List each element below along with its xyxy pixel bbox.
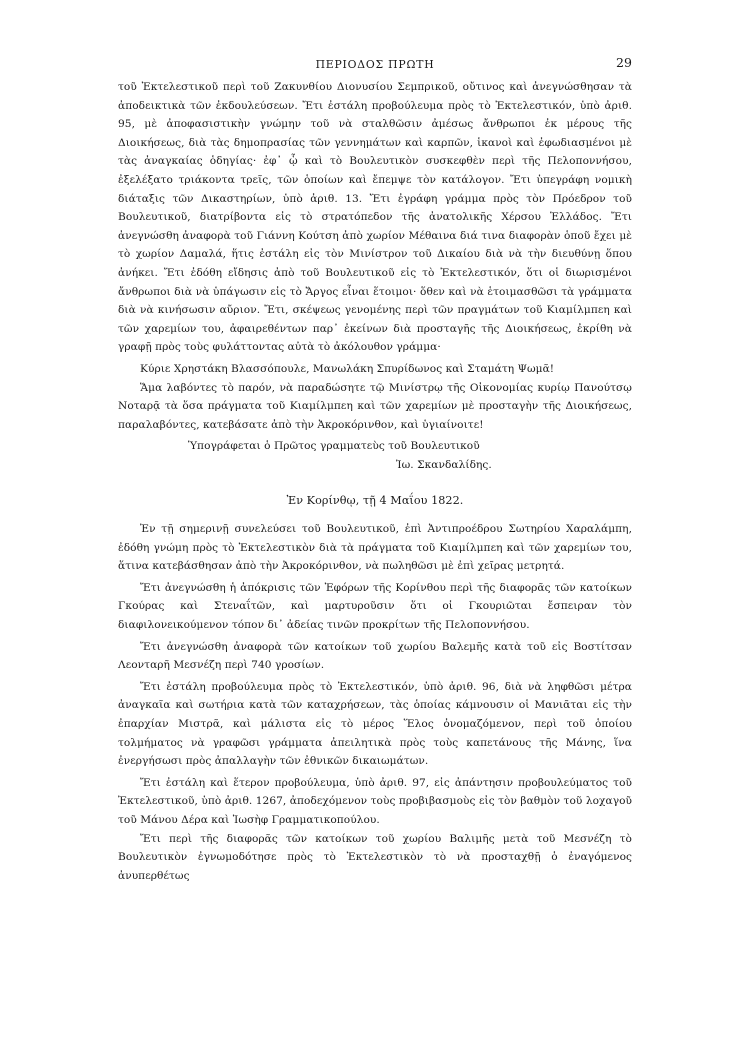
signature-name: Ἰω. Σκανδαλίδης. [396, 458, 492, 471]
paragraph-7: Ἔτι ἐστάλη προβούλευμα πρὸς τὸ Ἐκτελεστικόν, ὑπὸ ἀριθ. 96, διὰ νὰ ληφθῶσι μέτρα ἀναγκαῖα καὶ σωτήρια κατὰ τῶν καταχρήσεων, τὰς ὁποίας κάμνουσιν οἱ Μανιᾶται εἰς τὴν ἐπαρχίαν Μιστρᾶ, καὶ μάλιστα εἰς τὸ μέρος Ἕλος ὀνομαζόμενον, περὶ τοῦ ὁποίου τολμήματος νὰ γραφῶσι γράμματα ἀπειλητικὰ πρὸς τοὺς καπετάνους τῆς Μάνης, ἵνα ἐνεργήσωσι πρὸς ἀπαλλαγὴν τῶν ἐθνικῶν δικαιωμάτων. [118, 680, 632, 768]
paragraph-5: Ἔτι ἀνεγνώσθη ἡ ἀπόκρισις τῶν Ἐφόρων τῆς Κορίνθου περὶ τῆς διαφορᾶς τῶν κατοίκων Γκούρας καὶ Στεναΐτῶν, καὶ μαρτυροῦσιν ὅτι οἱ Γκουριῶται ἔσπειραν τὸν διαφιλονεικούμενον τόπον δι᾽ ἀδείας τινῶν προκρίτων τῆς Πελοποννήσου. [118, 581, 632, 632]
paragraph-4: Ἐν τῇ σημερινῇ συνελεύσει τοῦ Βουλευτικοῦ, ἐπὶ Ἀντιπροέδρου Σωτηρίου Χαραλάμπη, ἐδόθη γνώμη πρὸς τὸ Ἐκτελεστικὸν διὰ τὰ πράγματα τοῦ Κιαμίλμπεη καὶ τῶν χαρεμίων του, ἅτινα κατεβάσθησαν ἀπὸ τὴν Ἀκροκόρινθον, νὰ πωληθῶσι μὲ ἐπὶ χεῖρας μετρητά. [118, 523, 632, 573]
page-header [118, 56, 632, 78]
document-page [118, 56, 632, 885]
letter-salutation: Κύριε Χρηστάκη Βλασσόπουλε, Μανωλάκη Σπυρίδωνος καὶ Σταμάτη Ψωμᾶ! [140, 362, 555, 375]
paragraph-9: Ἔτι περὶ τῆς διαφορᾶς τῶν κατοίκων τοῦ χωρίου Βαλιμῆς μετὰ τοῦ Μεσνέζη τὸ Βουλευτικὸν ἐγνωμοδότησε πρὸς τὸ Ἐκτελεστικὸν τὸ νὰ προσταχθῇ ὁ ἐναγόμενος ἀνυπερθέτως [118, 832, 632, 882]
page-number: 29 [615, 55, 632, 70]
paragraph-1: τοῦ Ἐκτελεστικοῦ περὶ τοῦ Ζακυνθίου Διονυσίου Σεμπρικοῦ, οὔτινος καὶ ἀνεγνώσθησαν τὰ ἀποδεικτικὰ τῶν ἐκδουλεύσεων. Ἔτι ἐστάλη προβούλευμα πρὸς τὸ Ἐκτελεστικόν, ὑπὸ ἀριθ. 95, μὲ ἀποφασιστικὴν γνώμην τοῦ νὰ σταλθῶσιν ἀμέσως ἄνθρωποι ἐκ μέρους τῆς Διοικήσεως, διὰ τὰς δημοπρασίας τῶν γεννημάτων καὶ καρπῶν, ἱκανοὶ καὶ ἐφωδιασμένοι μὲ τὰς ἀναγκαίας ὁδηγίας· ἐφ᾽ ᾧ καὶ τὸ Βουλευτικὸν συσκεφθὲν περὶ τῆς Πελοποννήσου, ἐξελέξατο τριάκοντα τρεῖς, τῶν ὁποίων καὶ ἔπεμψε τὸν κατάλογον. Ἔτι ὑπεγράφη νομικὴ διάταξις τῶν Δικαστηρίων, ὑπὸ ἀριθ. 13. Ἔτι ἐγράφη γράμμα πρὸς τὸν Πρόεδρον τοῦ Βουλευτικοῦ, διατρίβοντα εἰς τὸ στρατόπεδον τῆς ἀνατολικῆς Χέρσου Ἑλλάδος. Ἔτι ἀνεγνώσθη ἀναφορὰ τοῦ Γιάννη Κούτση ἀπὸ χωρίον Μέθαινα διά τινα διαφορὰν ὁποῦ ἔχει μὲ τὸ χωρίον Δαμαλά, ἥτις ἐστάλη εἰς τὸν Μινίστρον τοῦ Δικαίου διὰ νὰ τὴν διευθύνῃ ὅπου ἀνήκει. Ἔτι ἐδόθη εἴδησις ἀπὸ τοῦ Βουλευτικοῦ εἰς τὸ Ἐκτελεστικόν, ὅτι οἱ διωρισμένοι ἄνθρωποι διὰ νὰ ὑπάγωσιν εἰς τὸ Ἄργος εἶναι ἕτοιμοι· ὅθεν καὶ νὰ ἑτοιμασθῶσι τὰ γράμματα διὰ νὰ κινήσωσιν αὔριον. Ἔτι, σκέψεως γενομένης περὶ τῶν πραγμάτων τοῦ Κιαμίλμπεη καὶ τῶν χαρεμίων του, ἀφαιρεθέντων παρ᾽ ἐκείνων διὰ προσταγῆς τῆς Διοικήσεως, ἐκρίθη νὰ γραφῇ πρὸς τοὺς φυλάττοντας αὐτὰ τὸ ἀκόλουθον γράμμα· [118, 81, 632, 354]
paragraph-8: Ἔτι ἐστάλη καὶ ἕτερον προβούλευμα, ὑπὸ ἀριθ. 97, εἰς ἀπάντησιν προβουλεύματος τοῦ Ἐκτελεστικοῦ, ὑπὸ ἀριθ. 1267, ἀποδεχόμενον τοὺς προβιβασμοὺς εἰς τὸν βαθμὸν τοῦ λοχαγοῦ τοῦ Μάνου Δέρα καὶ Ἰωσὴφ Γραμματικοπούλου. [118, 776, 632, 826]
paragraph-6: Ἔτι ἀνεγνώσθη ἀναφορὰ τῶν κατοίκων τοῦ χωρίου Βαλεμῆς κατὰ τοῦ εἰς Βοστίτσαν Λεονταρῆ Μεσνέζη περὶ 740 γροσίων. [118, 640, 632, 672]
letter-body: Ἅμα λαβόντες τὸ παρόν, νὰ παραδώσητε τῷ Μινίστρῳ τῆς Οἰκονομίας κυρίῳ Πανούτσῳ Νοταρᾷ τὰ ὅσα πράγματα τοῦ Κιαμίλμπεη καὶ τῶν χαρεμίων μὲ προσταγὴν τῆς Διοικήσεως, παραλαβόντες, κατεβάσατε ἀπὸ τὴν Ἀκροκόρινθον, καὶ ὑγιαίνοιτε! [118, 381, 632, 431]
dateline: Ἐν Κορίνθῳ, τῇ 4 Μαΐου 1822. [286, 494, 464, 508]
signature-line: Ὑπογράφεται ὁ Πρῶτος γραμματεὺς τοῦ Βουλευτικοῦ [188, 440, 480, 453]
signature-block [188, 437, 632, 474]
running-title: ΠΕΡΙΟΔΟΣ ΠΡΩΤΗ [315, 58, 435, 71]
